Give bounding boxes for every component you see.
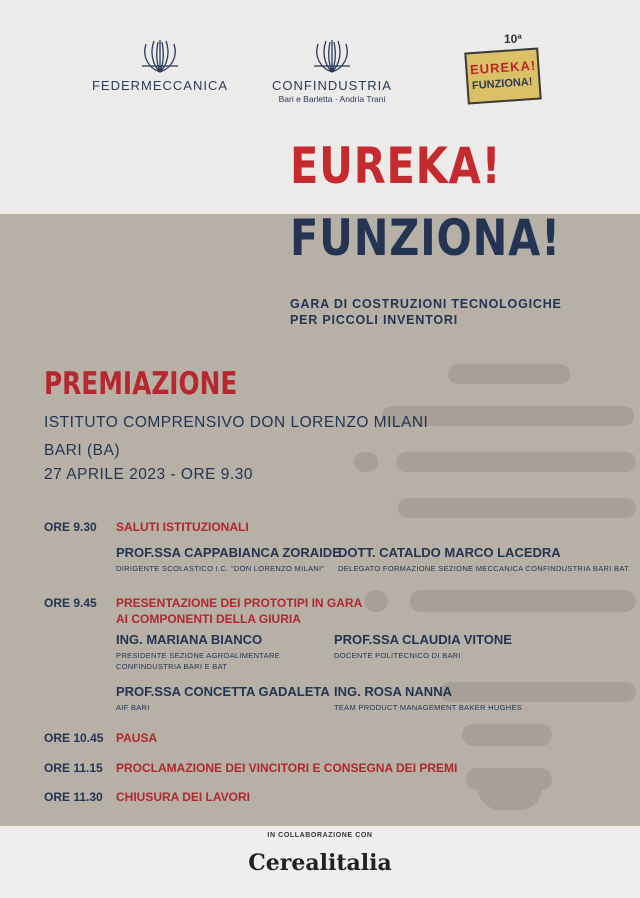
program-time-2: ORE 9.45 <box>44 596 97 610</box>
eureka-logo-line2: FUNZIONA! <box>471 75 533 93</box>
subtitle-line-2: PER PICCOLI INVENTORI <box>290 313 458 327</box>
confindustria-logo <box>262 38 402 104</box>
speaker-name: ING. ROSA NANNA <box>334 684 452 699</box>
event-venue: ISTITUTO COMPRENSIVO DON LORENZO MILANI <box>44 414 429 431</box>
confindustria-name: CONFINDUSTRIA <box>272 78 392 93</box>
eureka-funziona-logo <box>464 34 540 102</box>
federmeccanica-logo <box>86 38 234 93</box>
program-title-2-line-1: PRESENTAZIONE DEI PROTOTIPI IN GARA <box>116 596 363 610</box>
collaboration-label: IN COLLABORAZIONE CON <box>267 832 373 839</box>
program-title-5: CHIUSURA DEI LAVORI <box>116 790 251 804</box>
program-title-3: PAUSA <box>116 731 158 745</box>
title-line-2: FUNZIONA! <box>290 209 561 267</box>
event-city: BARI (BA) <box>44 442 120 459</box>
flower-emblem-icon <box>310 38 354 74</box>
program-time-1: ORE 9.30 <box>44 520 97 534</box>
speaker-name: PROF.SSA CAPPABIANCA ZORAIDE <box>116 545 341 560</box>
edition-badge: 10ª <box>504 32 522 46</box>
speaker-name: PROF.SSA CONCETTA GADALETA <box>116 684 330 699</box>
speaker-role: DOCENTE POLITECNICO DI BARI <box>334 651 461 660</box>
program-time-4: ORE 11.15 <box>44 761 103 775</box>
program-title-2 <box>116 595 362 627</box>
federmeccanica-name: FEDERMECCANICA <box>91 78 229 93</box>
speaker-role-line-2: CONFINDUSTRIA BARI E BAT <box>116 662 228 671</box>
speaker-role: DELEGATO FORMAZIONE SEZIONE MECCANICA CONFINDUSTRIA BARI BAT <box>338 564 629 573</box>
title-line-1: EUREKA! <box>290 137 502 195</box>
speaker-role: DIRIGENTE SCOLASTICO I.C. "DON LORENZO MILANI" <box>116 564 325 573</box>
subtitle-line-1: GARA DI COSTRUZIONI TECNOLOGICHE <box>290 297 562 311</box>
eureka-logo-line1: EUREKA! <box>469 57 537 78</box>
sponsor-logo: Cerealitalia <box>248 850 392 876</box>
event-date: 27 APRILE 2023 - ORE 9.30 <box>44 466 253 483</box>
program-title-1: SALUTI ISTITUZIONALI <box>116 520 249 534</box>
speaker-name: DOTT. CATALDO MARCO LACEDRA <box>338 545 561 560</box>
speaker-role: TEAM PRODUCT MANAGEMENT BAKER HUGHES <box>334 703 523 712</box>
event-heading: PREMIAZIONE <box>44 366 238 402</box>
speaker-name: ING. MARIANA BIANCO <box>116 632 263 647</box>
program-title-2-line-2: AI COMPONENTI DELLA GIURIA <box>116 612 301 626</box>
confindustria-subtitle: Bari e Barletta · Andria Trani <box>278 94 386 104</box>
speaker-role: AIF BARI <box>116 703 150 712</box>
subtitle <box>290 296 562 328</box>
speaker-role <box>116 650 280 672</box>
flower-emblem-icon <box>138 38 182 74</box>
program-title-4: PROCLAMAZIONE DEI VINCITORI E CONSEGNA DEI PREMI <box>116 761 458 775</box>
speaker-role-line-1: PRESIDENTE SEZIONE AGROALIMENTARE <box>116 651 280 660</box>
program-time-5: ORE 11.30 <box>44 790 103 804</box>
speaker-name: PROF.SSA CLAUDIA VITONE <box>334 632 512 647</box>
program-time-3: ORE 10.45 <box>44 731 104 745</box>
